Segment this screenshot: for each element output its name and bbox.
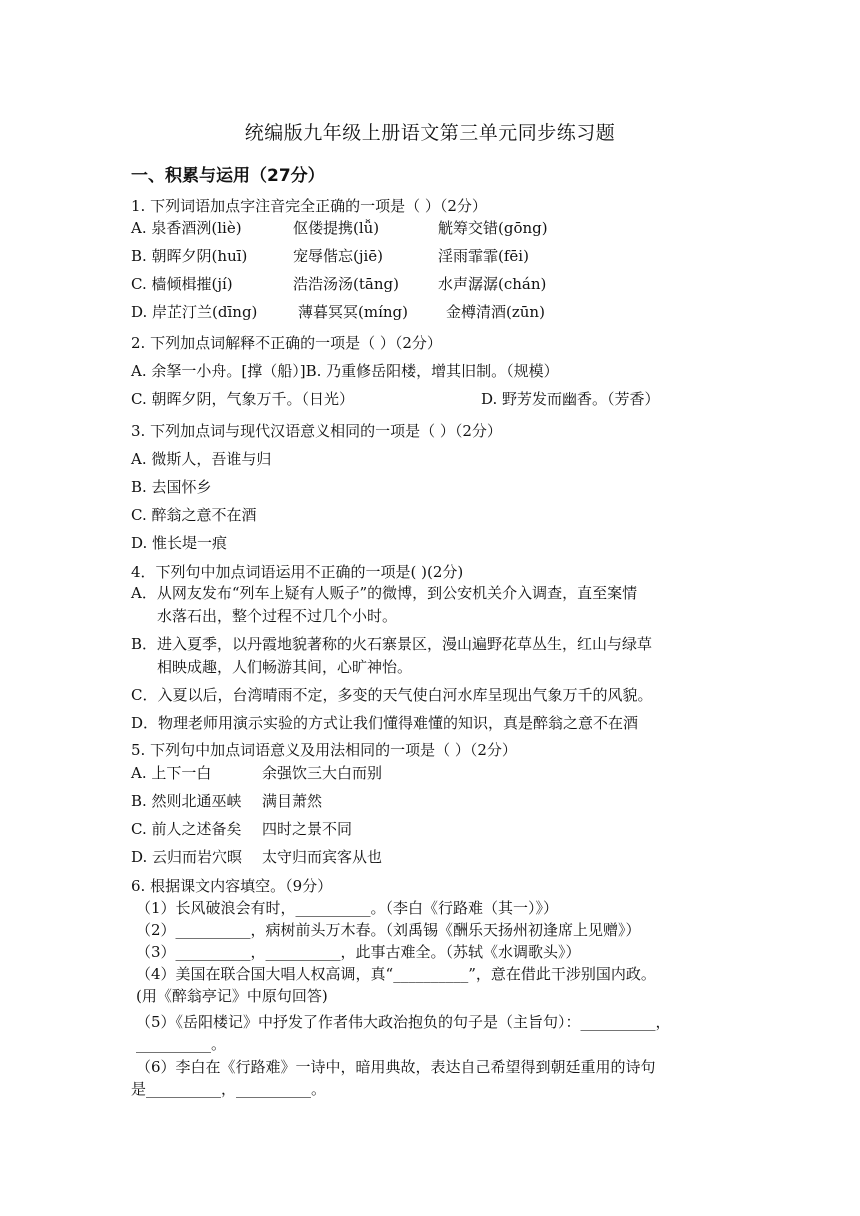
question-4-stem: 4．下列句中加点词语运用不正确的一项是( )(2分) (131, 563, 464, 581)
question-3-stem: 3. 下列加点词与现代汉语意义相同的一项是（ ）（2分） (131, 422, 502, 440)
q2-option-d: D. 野芳发而幽香。（芳香） (481, 390, 660, 408)
page-title: 统编版九年级上册语文第三单元同步练习题 (244, 122, 616, 144)
question-5-stem: 5. 下列句中加点词语意义及用法相同的一项是（ ）（2分） (131, 741, 517, 759)
q1-option-a-2: 伛偻提携(lǚ) (293, 219, 380, 237)
q6-blank-5: （5）《岳阳楼记》中抒发了作者伟大政治抱负的句子是（主旨句）：__________， (136, 1013, 671, 1031)
q6-blank-6-cont: 是__________，__________。 (131, 1080, 327, 1098)
section-heading: 一、积累与运用（27分） (131, 166, 325, 186)
q6-blank-3: （3）__________，__________，此事古难全。（苏轼《水调歌头》） (136, 943, 581, 961)
q1-option-d-2: 薄暮冥冥(míng) (298, 303, 408, 321)
q6-blank-4-note: (用《醉翁亭记》中原句回答) (136, 987, 328, 1005)
q5-option-d-2: 太守归而宾客从也 (262, 848, 383, 866)
q1-option-c-2: 浩浩汤汤(tāng) (293, 275, 399, 293)
q1-option-c-1: C. 樯倾楫摧(jí) (131, 275, 233, 293)
q6-blank-6: （6）李白在《行路难》一诗中，暗用典故，表达自己希望得到朝廷重用的诗句 (136, 1058, 656, 1076)
q1-option-a-3: 觥筹交错(gōng) (438, 219, 548, 237)
q1-option-a-1: A. 泉香酒洌(liè) (131, 219, 242, 237)
q6-blank-2: （2）__________，病树前头万木春。（刘禹锡《酬乐天扬州初逢席上见赠》） (136, 921, 641, 939)
q5-option-b-1: B. 然则北通巫峡 (131, 792, 242, 810)
q5-option-d-1: D. 云归而岩穴暝 (131, 848, 243, 866)
q6-blank-4: （4）美国在联合国大唱人权高调，真“__________”，意在借此干涉别国内政。 (136, 965, 656, 983)
q6-blank-5-cont: __________。 (136, 1035, 227, 1053)
q4-option-d: D．物理老师用演示实验的方式让我们懂得难懂的知识，真是醉翁之意不在酒 (131, 714, 639, 732)
question-6-stem: 6. 根据课文内容填空。（9分） (131, 877, 333, 895)
q5-option-a-1: A. 上下一白 (131, 764, 212, 782)
q6-blank-1: （1）长风破浪会有时，__________。（李白《行路难（其一）》） (136, 899, 559, 917)
question-1-stem: 1. 下列词语加点字注音完全正确的一项是（ ）（2分） (131, 197, 487, 215)
q5-option-c-2: 四时之景不同 (262, 820, 353, 838)
q4-option-a-line1: A．从网友发布“列车上疑有人贩子”的微博，到公安机关介入调查，直至案情 (131, 584, 638, 602)
q3-option-a: A. 微斯人，吾谁与归 (131, 450, 272, 468)
q1-option-b-2: 宠辱偕忘(jiē) (293, 247, 384, 265)
q2-option-c: C. 朝晖夕阴，气象万千。（日光） (131, 390, 354, 408)
q4-option-b-line1: B．进入夏季，以丹霞地貌著称的火石寨景区，漫山遍野花草丛生，红山与绿草 (131, 635, 653, 653)
q5-option-a-2: 余强饮三大白而别 (262, 764, 383, 782)
q5-option-b-2: 满目萧然 (262, 792, 323, 810)
q1-option-d-3: 金樽清酒(zūn) (446, 303, 545, 321)
q1-option-c-3: 水声潺潺(chán) (438, 275, 547, 293)
q2-option-ab: A. 余拏一小舟。[撑（船）]B. 乃重修岳阳楼，增其旧制。（规模） (131, 362, 559, 380)
q3-option-c: C. 醉翁之意不在酒 (131, 506, 257, 524)
q3-option-b: B. 去国怀乡 (131, 478, 212, 496)
q4-option-c: C．入夏以后，台湾晴雨不定，多变的天气使白河水库呈现出气象万千的风貌。 (131, 686, 653, 704)
q1-option-b-3: 淫雨霏霏(fēi) (438, 247, 529, 265)
question-2-stem: 2. 下列加点词解释不正确的一项是（ ）（2分） (131, 334, 442, 352)
q4-option-a-line2: 水落石出，整个过程不过几个小时。 (157, 607, 398, 625)
q1-option-b-1: B. 朝晖夕阴(huī) (131, 247, 248, 265)
q4-option-b-line2: 相映成趣，人们畅游其间，心旷神怡。 (157, 658, 413, 676)
q5-option-c-1: C. 前人之述备矣 (131, 820, 242, 838)
q3-option-d: D. 惟长堤一痕 (131, 534, 228, 552)
q1-option-d-1: D. 岸芷汀兰(dīng) (131, 303, 258, 321)
